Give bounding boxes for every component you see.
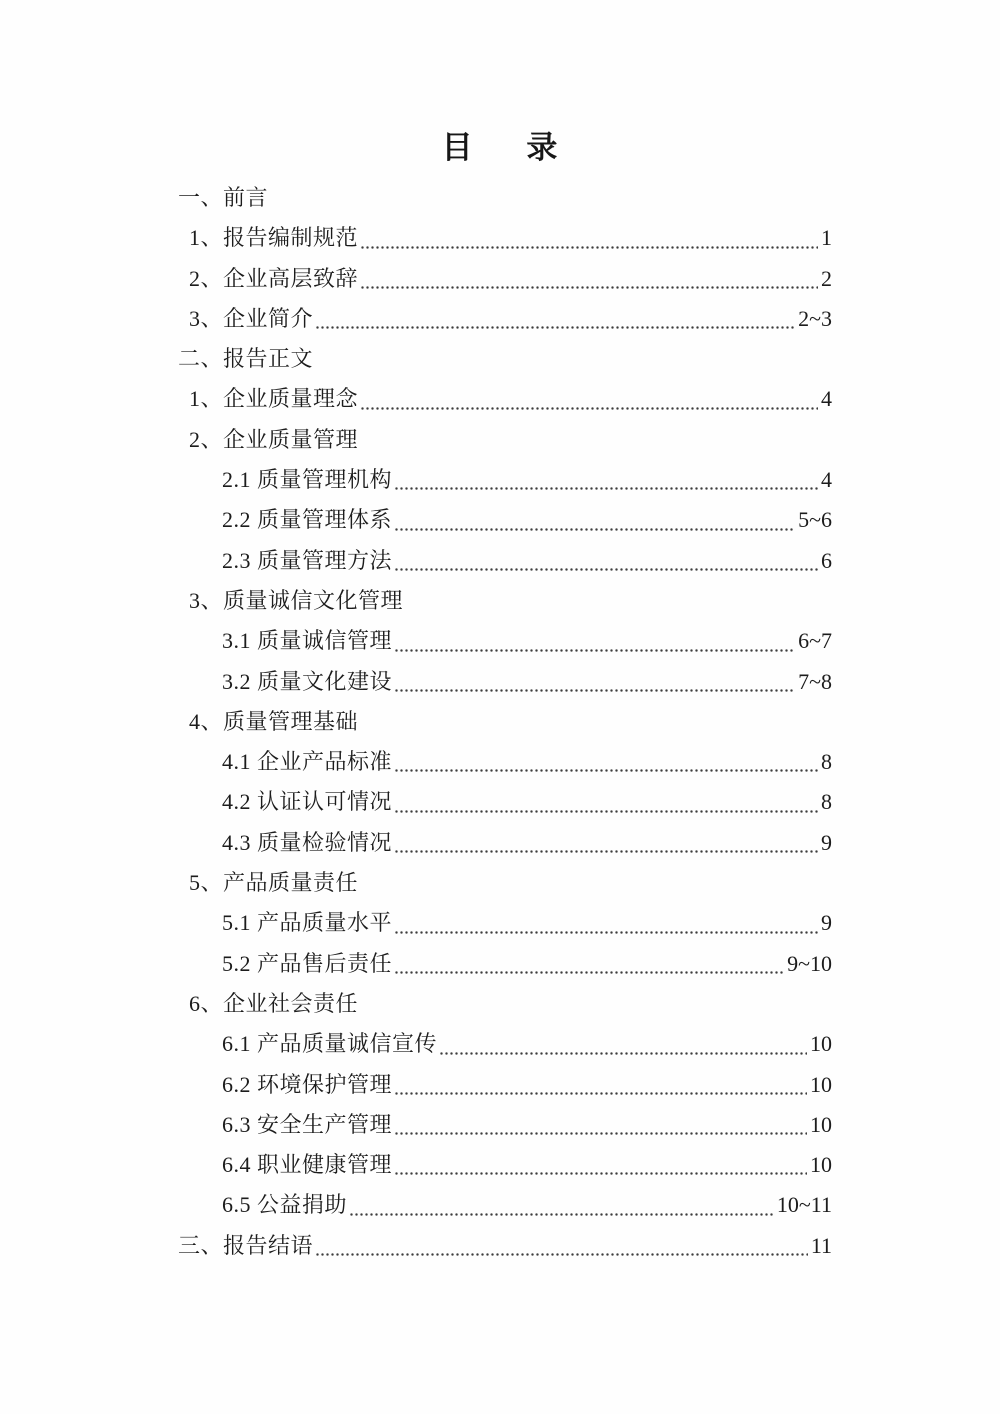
toc-entry-page: 9 [821,910,832,936]
toc-entry [222,782,832,822]
toc-entry-label: 6.2 环境保护管理 [222,1071,393,1097]
toc-entry [178,178,832,218]
toc-entry-page: 10~11 [776,1192,832,1218]
toc-entry [222,541,832,581]
toc-entry-page: 2~3 [798,305,832,331]
toc-entry [189,379,832,419]
dot-leader [349,1185,774,1225]
dot-leader [394,460,818,500]
toc-entry [222,903,832,943]
dot-leader [394,1105,807,1145]
toc-entry-page: 7~8 [798,668,832,694]
toc-entry-page: 11 [810,1232,832,1258]
toc-entry-label: 二、报告正文 [178,346,314,372]
toc-entry [178,339,832,379]
dot-leader [360,259,818,299]
dot-leader [394,1145,807,1185]
dot-leader [394,662,795,702]
dot-leader [394,1065,807,1105]
toc-entry-page: 9 [821,829,832,855]
toc-entry-page: 6 [821,547,832,573]
dot-leader [394,541,818,581]
toc-entry [222,621,832,661]
toc-entry-page: 10 [810,1111,832,1137]
dot-leader [315,299,795,339]
toc-entry-page: 8 [821,789,832,815]
toc-entry-label: 4.2 认证认可情况 [222,789,393,815]
toc-entry-label: 3、质量诚信文化管理 [189,587,404,613]
toc-entry-label: 3.2 质量文化建设 [222,668,393,694]
toc-entry-page: 8 [821,749,832,775]
toc-entry [222,662,832,702]
toc-entry [222,742,832,782]
toc-entry [189,581,832,621]
toc-entry-page: 6~7 [798,628,832,654]
toc-entry-label: 4、质量管理基础 [189,708,359,734]
toc-entry-page: 10 [810,1031,832,1057]
toc-entry [189,259,832,299]
toc-entry-label: 一、前言 [178,185,269,210]
toc-entry [222,1105,832,1145]
toc-entry [189,420,832,460]
dot-leader [360,218,818,258]
toc-entry-page: 4 [821,386,832,412]
toc-entry-page: 1 [821,225,832,251]
toc-entry [222,1024,832,1064]
toc-entry-label: 1、企业质量理念 [189,386,359,412]
toc-entry-label: 4.1 企业产品标准 [222,749,393,775]
toc-entry [222,1145,832,1185]
toc-entry [222,1065,832,1105]
toc-entry-label: 5.2 产品售后责任 [222,950,393,976]
dot-leader [315,1226,808,1266]
toc-entry-label: 3.1 质量诚信管理 [222,628,393,654]
toc-entry-page: 9~10 [787,950,832,976]
toc-entry-label: 2、企业高层致辞 [189,265,359,291]
toc-entry [222,944,832,984]
toc-entry-label: 2、企业质量管理 [189,426,359,452]
dot-leader [394,903,818,943]
toc-entry [222,460,832,500]
toc-entry-label: 1、报告编制规范 [189,225,359,251]
toc-entry-label: 2.1 质量管理机构 [222,467,393,493]
dot-leader [394,823,818,863]
toc-entry-page: 4 [821,467,832,493]
toc-entry-label: 5、产品质量责任 [189,870,359,896]
dot-leader [394,621,795,661]
toc-entry-label: 2.2 质量管理体系 [222,507,393,533]
toc-entry-label: 4.3 质量检验情况 [222,829,393,855]
toc-entry [222,823,832,863]
toc-entry-label: 6.5 公益捐助 [222,1192,348,1218]
toc-entry [189,863,832,903]
toc-entry-page: 5~6 [798,507,832,533]
toc-entry-label: 6、企业社会责任 [189,990,359,1016]
toc-entry-page: 10 [810,1071,832,1097]
toc-entry-label: 三、报告结语 [178,1232,314,1258]
toc-entry-page: 2 [821,265,832,291]
toc-entry [189,702,832,742]
toc-entry [222,1185,832,1225]
toc-entry [189,218,832,258]
dot-leader [394,742,818,782]
dot-leader [394,944,784,984]
dot-leader [394,500,795,540]
dot-leader [360,379,818,419]
toc-entry [189,984,832,1024]
toc-entry [189,299,832,339]
toc-entry-label: 6.1 产品质量诚信宣传 [222,1031,438,1057]
toc-entry-label: 5.1 产品质量水平 [222,910,393,936]
toc-title: 目 录 [441,130,559,165]
toc-entry-label: 6.3 安全生产管理 [222,1111,393,1137]
toc-entries [0,178,1000,1266]
toc-entry-label: 2.3 质量管理方法 [222,547,393,573]
toc-entry-label: 6.4 职业健康管理 [222,1152,393,1178]
dot-leader [439,1024,807,1064]
toc-entry [178,1226,832,1266]
toc-entry [222,500,832,540]
toc-entry-label: 3、企业简介 [189,305,314,331]
dot-leader [394,782,818,822]
toc-entry-page: 10 [810,1152,832,1178]
